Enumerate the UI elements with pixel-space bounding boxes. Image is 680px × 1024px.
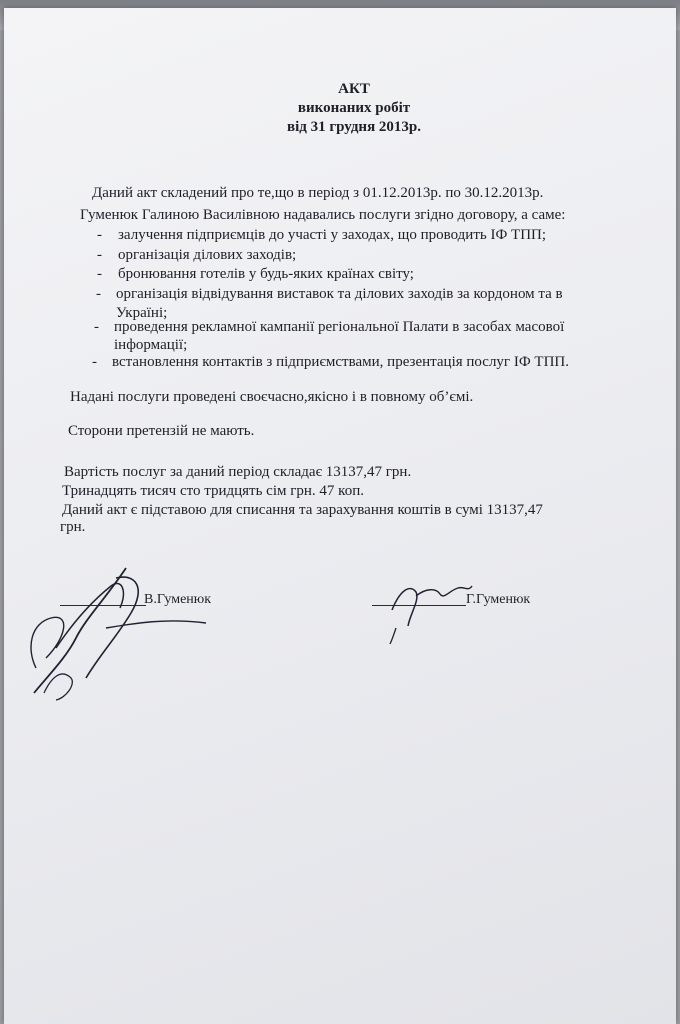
- list-dash: -: [97, 247, 102, 263]
- basis-statement-line-1: Даний акт є підставою для списання та зарахування коштів в сумі 13137,47: [62, 502, 543, 518]
- handwritten-signature-left: [16, 528, 226, 708]
- list-dash: -: [92, 354, 97, 370]
- list-item-text: організація відвідування виставок та ділових заходів за кордоном та в: [116, 286, 563, 302]
- signatory-right: Г.Гуменюк: [466, 592, 531, 607]
- no-claims-statement: Сторони претензій не мають.: [68, 423, 255, 439]
- list-dash: -: [94, 319, 99, 335]
- list-item-text: організація ділових заходів;: [118, 247, 297, 263]
- signatory-left: В.Гуменюк: [144, 592, 212, 607]
- cost-in-words: Тринадцять тисяч сто тридцять сім грн. 47 коп.: [62, 483, 364, 499]
- list-item-text-cont: інформації;: [114, 337, 188, 353]
- basis-statement-line-2: грн.: [60, 519, 86, 535]
- list-item-text-cont: Україні;: [116, 305, 168, 321]
- list-dash: -: [97, 266, 102, 282]
- document-date: від 31 грудня 2013р.: [286, 119, 422, 135]
- list-dash: -: [96, 286, 101, 302]
- intro-line-1: Даний акт складений про те,що в період з 01.12.2013р. по 30.12.2013р.: [92, 185, 544, 201]
- list-dash: -: [97, 227, 102, 243]
- handwritten-signature-right: [380, 570, 480, 650]
- list-item-text: залучення підприємців до участі у заходах, що проводить ІФ ТПП;: [118, 227, 547, 243]
- cost-statement: Вартість послуг за даний період складає 13137,47 грн.: [64, 464, 412, 480]
- quality-statement: Надані послуги проведені своєчасно,якісно і в повному об’ємі.: [70, 389, 474, 405]
- list-item-text: встановлення контактів з підприємствами, презентація послуг ІФ ТПП.: [112, 354, 570, 370]
- document-page: [4, 8, 676, 1024]
- document-header: [4, 80, 680, 137]
- document-title: АКТ: [338, 81, 370, 97]
- document-subtitle: виконаних робіт: [297, 100, 411, 116]
- list-item-text: проведення рекламної кампанії регіональної Палати в засобах масової: [114, 319, 565, 335]
- intro-line-2: Гуменюк Галиною Василівною надавались послуги згідно договору, а саме:: [80, 207, 566, 223]
- list-item-text: бронювання готелів у будь-яких країнах світу;: [118, 266, 414, 282]
